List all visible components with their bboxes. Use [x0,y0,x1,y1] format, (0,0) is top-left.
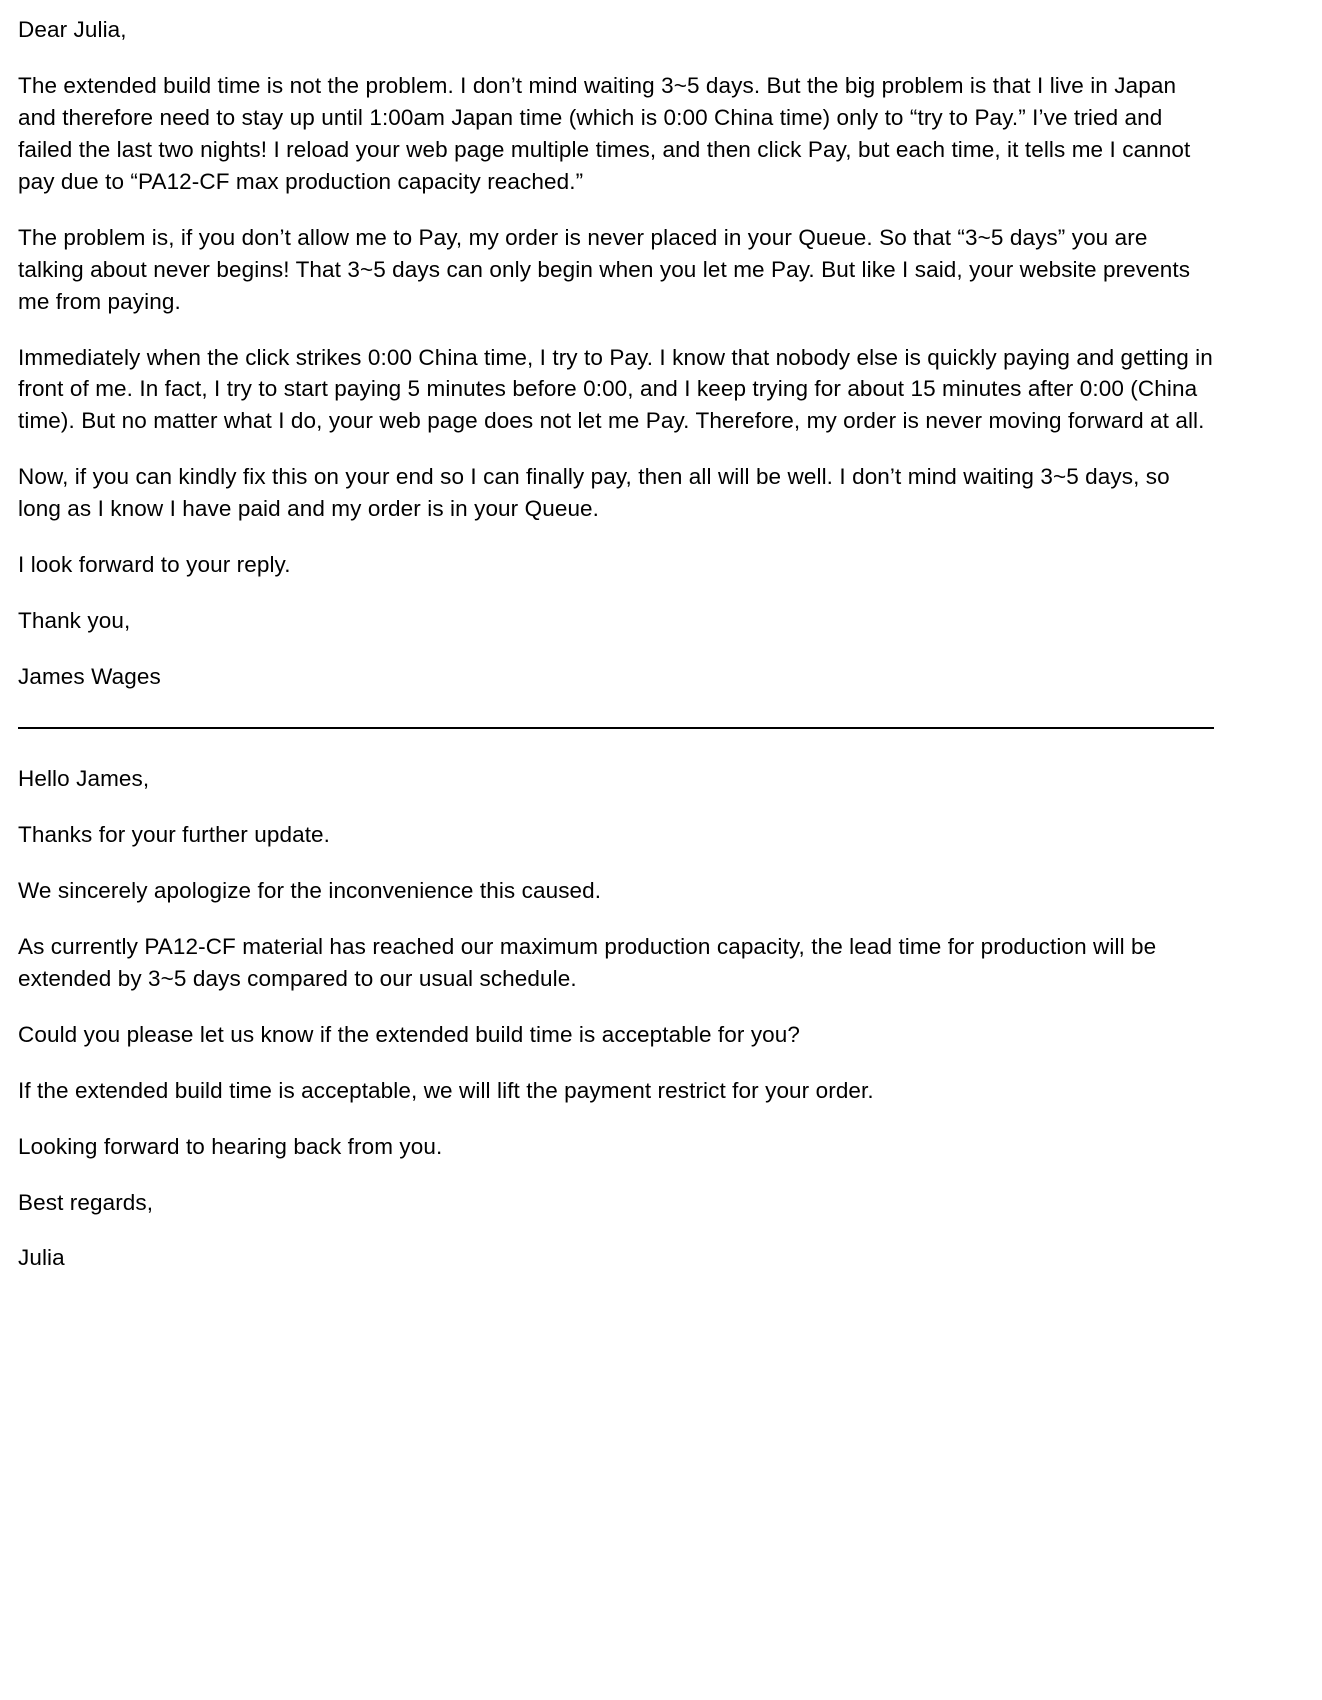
reply-message [18,763,1214,1274]
message-paragraph: Immediately when the click strikes 0:00 China time, I try to Pay. I know that nobody else is quickly paying and getting in front of me. In fact, I try to start paying 5 minutes before 0:00, and I keep trying for about 15 minutes after 0:00 (China time). But no matter what I do, your web page does not let me Pay. Therefore, my order is never moving forward at all. [18,344,1213,434]
reply-paragraph: As currently PA12-CF material has reached our maximum production capacity, the lead time for production will be extended by 3~5 days compared to our usual schedule. [18,933,1157,991]
reply-closing: Best regards, [18,1189,154,1215]
message-paragraph: Now, if you can kindly fix this on your end so I can finally pay, then all will be well. I don’t mind waiting 3~5 days, so long as I know I have paid and my order is in your Queue. [18,464,1170,522]
reply-paragraph: Thanks for your further update. [18,821,331,847]
reply-paragraph: Looking forward to hearing back from you. [18,1133,443,1159]
message-signature: James Wages [18,664,161,690]
reply-signature: Julia [18,1245,65,1271]
reply-paragraph: If the extended build time is acceptable, we will lift the payment restrict for your order. [18,1077,874,1103]
message-paragraph: The extended build time is not the problem. I don’t mind waiting 3~5 days. But the big problem is that I live in Japan and therefore need to stay up until 1:00am Japan time (which is 0:00 China time) only to “try to Pay.” I’ve tried and failed the last two nights! I reload your web page multiple times, and then click Pay, but each time, it tells me I cannot pay due to “PA12-CF max production capacity reached.” [18,72,1191,194]
message-greeting: Dear Julia, [18,17,127,42]
message-paragraph: I look forward to your reply. [18,552,291,578]
reply-greeting: Hello James, [18,766,150,791]
message-closing: Thank you, [18,608,131,634]
reply-paragraph: We sincerely apologize for the inconvenience this caused. [18,877,602,903]
message-paragraph: The problem is, if you don’t allow me to Pay, my order is never placed in your Queue. So that “3~5 days” you are talking about never begins! That 3~5 days can only begin when you let me Pay. But like I said, your website prevents me from paying. [18,224,1191,314]
reply-paragraph: Could you please let us know if the extended build time is acceptable for you? [18,1021,801,1047]
incoming-message [18,14,1214,693]
message-divider [18,727,1214,729]
